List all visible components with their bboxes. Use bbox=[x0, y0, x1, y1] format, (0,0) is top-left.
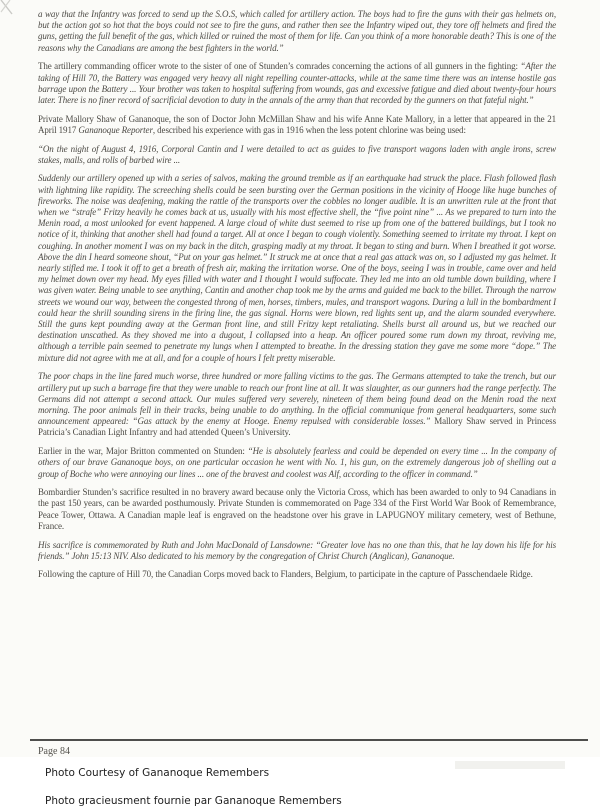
paragraph-artillery-officer-letter bbox=[38, 61, 556, 106]
paragraph-text: Bombardier Stunden’s sacrifice resulted in no bravery award because only the Victoria Cross, which has been awarded to only to 94 Canadians in the past 150 years, can be awarded posthumously. Private Stunden is commemorated on Page 334 of the First World War Book of Remembrance, Peace Tower, Ottawa. A Canadian maple leaf is engraved on the headstone over his grave in LAPUGNOY military cemetery, west of Bethune, France. bbox=[38, 487, 556, 531]
paragraph-text: The artillery commanding officer wrote to the sister of one of Stunden’s comrades concerning the actions of all gunners in the fighting: bbox=[38, 61, 521, 72]
paragraph-letter-opening bbox=[38, 144, 556, 166]
paragraph-major-britton-comment bbox=[38, 446, 556, 480]
paragraph-quote: The poor chaps in the line fared much worse, three hundred or more falling victims to the gas. The Germans attempted to take the trench, but our artillery put up such a barrage fire that they were unable to reach our front line at all. It was slaughter, as our gunners had the range perfectly. The Germans did not attempt a second attack. Our mules suffered very severely, nineteen of them being found dead on the Menin road the next morning. The poor animals fell in their tracks, being unable to do anything. In the official communique from general headquarters, some such announcement appeared: “Gas attack by the enemy at Hooge. Enemy repulsed with considerable losses.” bbox=[38, 371, 556, 427]
paragraph-stunden-commemoration bbox=[38, 487, 556, 532]
paragraph-text: a way that the Infantry was forced to send up the S.O.S, which called for artillery action. The boys had to fire the guns with their gas helmets on, but the action got so hot that the boys could not see to fire the guns, and rather then see the Infantry wiped out, they tore off helmets and fired the guns, getting the full benefit of the gas, which killed or ruined the most of them for life. Can you think of a more honorable death? This is one of the reasons why the Canadians are among the best fighters in the world.” bbox=[38, 9, 556, 53]
scan-corner-artifact bbox=[0, 0, 26, 30]
paragraph-quote: His sacrifice is commemorated by Ruth and John MacDonald of Lansdowne: “Greater love has no one than this, that he lay down his life for his friends.” John 15:13 NIV. Also dedicated to his memory by the congregation of Christ Church (Anglican), Gananoque. bbox=[38, 539, 556, 561]
paragraph-gas-attack-account bbox=[38, 173, 556, 363]
paragraph-quote: “He is absolutely fearless and could be depended on every time ... In the company of others of our brave Gananoque boys, on one particular occasion he went with No. 1, his gun, on the extremely dangerous job of shelling out a group of Boche who were annoying our lines ... one of the bravest and coolest was Alf, according to the officer in command.” bbox=[38, 446, 556, 479]
paragraph-quote-continuation bbox=[38, 9, 556, 54]
page-number-label: Page 84 bbox=[38, 746, 70, 757]
footer-divider bbox=[30, 739, 588, 741]
paragraph-sacrifice-dedication bbox=[38, 540, 556, 562]
paragraph-text: Earlier in the war, Major Britton commented on Stunden: bbox=[38, 446, 248, 457]
paragraph-mallory-shaw-intro bbox=[38, 114, 556, 136]
paragraph-quote: “After the taking of Hill 70, the Battery was engaged very heavy all night repelling counter-attacks, while at the same time there was an intense hostile gas barrage upon the Battery ... Your brother was taken to hospital suffering from wounds, gas and excessive fatigue and died about twenty-four hours later. There is no finer record of sacrificial devotion to duty in the annals of the army than that recorded by the gunners on that fateful night.” bbox=[38, 61, 557, 105]
paragraph-quote: Suddenly our artillery opened up with a series of salvos, making the ground tremble as if an earthquake had struck the place. Flash followed flash with lightning like rapidity. The screeching shells could be seen bursting over the German positions in the vicinity of Hooge like huge bunches of fireworks. The noise was deafening, making the rattle of the transports over the cobbles no longer audible. It is an unwritten rule at the front that when we “strafe” Fritzy heavily he comes back at us, usually with his most effective shell, the “five point nine” ... As we prepared to turn into the Menin road, a most unlooked for event happened. A large cloud of white dust seemed to rise up from one of the battered buildings, but I took no notice of it, thinking that another shell had found a target. All at once I began to cough violently. Something seemed to irritate my throat. I kept on coughing. In another moment I was on my back in the ditch, grasping madly at my throat. It began to sting and burn. When I breathed it got worse. Above the din I heard someone shout, “Put on your gas helmet.” It struck me at once that a real gas attack was on, so I adjusted my gas helmet. It nearly stifled me. I took it off to get a breath of fresh air, making the irritation worse. One of the boys, seeing I was in trouble, came over and held my helmet down over my head. My eyes filled with water and I thought I would suffocate. They led me into an old tumble down building, where I was given water. Being unable to see anything, Cantin and another chap took me by the arms and guided me back to the billet. Through the narrow streets we wound our way, between the congested throng of men, horses, timbers, mules, and transport wagons. During a lull in the bombardment I could hear the shrill sounding sirens in the firing line, the gas signal. Horns were blown, red lights sent up, and the alarm sounded everywhere. Still the guns kept pounding away at the German front line, and still Fritzy kept retaliating. Shells burst all around us, but we reached our destination unscathed. As they shoved me into a dugout, I collapsed into a heap. An officer poured some rum down my throat, reviving me, although a terrible pain seemed to penetrate my lungs when I attempted to breathe. In the dressing station they gave me some more “dope.” The mixture did not agree with me at all, and for a couple of hours I felt pretty miserable. bbox=[38, 173, 556, 363]
paragraph-text: Mallory Shaw served in Princess Patricia’s Canadian Light Infantry and had attended Queen’s University. bbox=[38, 416, 556, 438]
photo-credit-english: Photo Courtesy of Gananoque Remembers bbox=[45, 767, 270, 779]
paragraph-text: , described his experience with gas in 1916 when the less potent chlorine was being used: bbox=[152, 124, 466, 135]
scan-noise-artifact bbox=[455, 761, 565, 769]
paragraph-passchendaele bbox=[38, 569, 556, 580]
page-text-body bbox=[38, 9, 556, 588]
paragraph-text: Following the capture of Hill 70, the Canadian Corps moved back to Flanders, Belgium, to participate in the capture of Passchendaele Ridge. bbox=[38, 569, 533, 580]
publication-title: Gananoque Reporter bbox=[78, 124, 153, 135]
photo-credit-french: Photo gracieusment fournie par Gananoque Remembers bbox=[45, 794, 342, 807]
paragraph-text: Private Mallory Shaw of Gananoque, the son of Doctor John McMillan Shaw and his wife Anne Kate Mallory, in a letter that appeared in the 21 April 1917 bbox=[38, 113, 556, 135]
paragraph-aftermath bbox=[38, 371, 556, 438]
paragraph-quote: “On the night of August 4, 1916, Corporal Cantin and I were detailed to act as guides to five transport wagons laden with angle irons, screw stakes, malls, and rolls of barbed wire ... bbox=[38, 143, 556, 165]
